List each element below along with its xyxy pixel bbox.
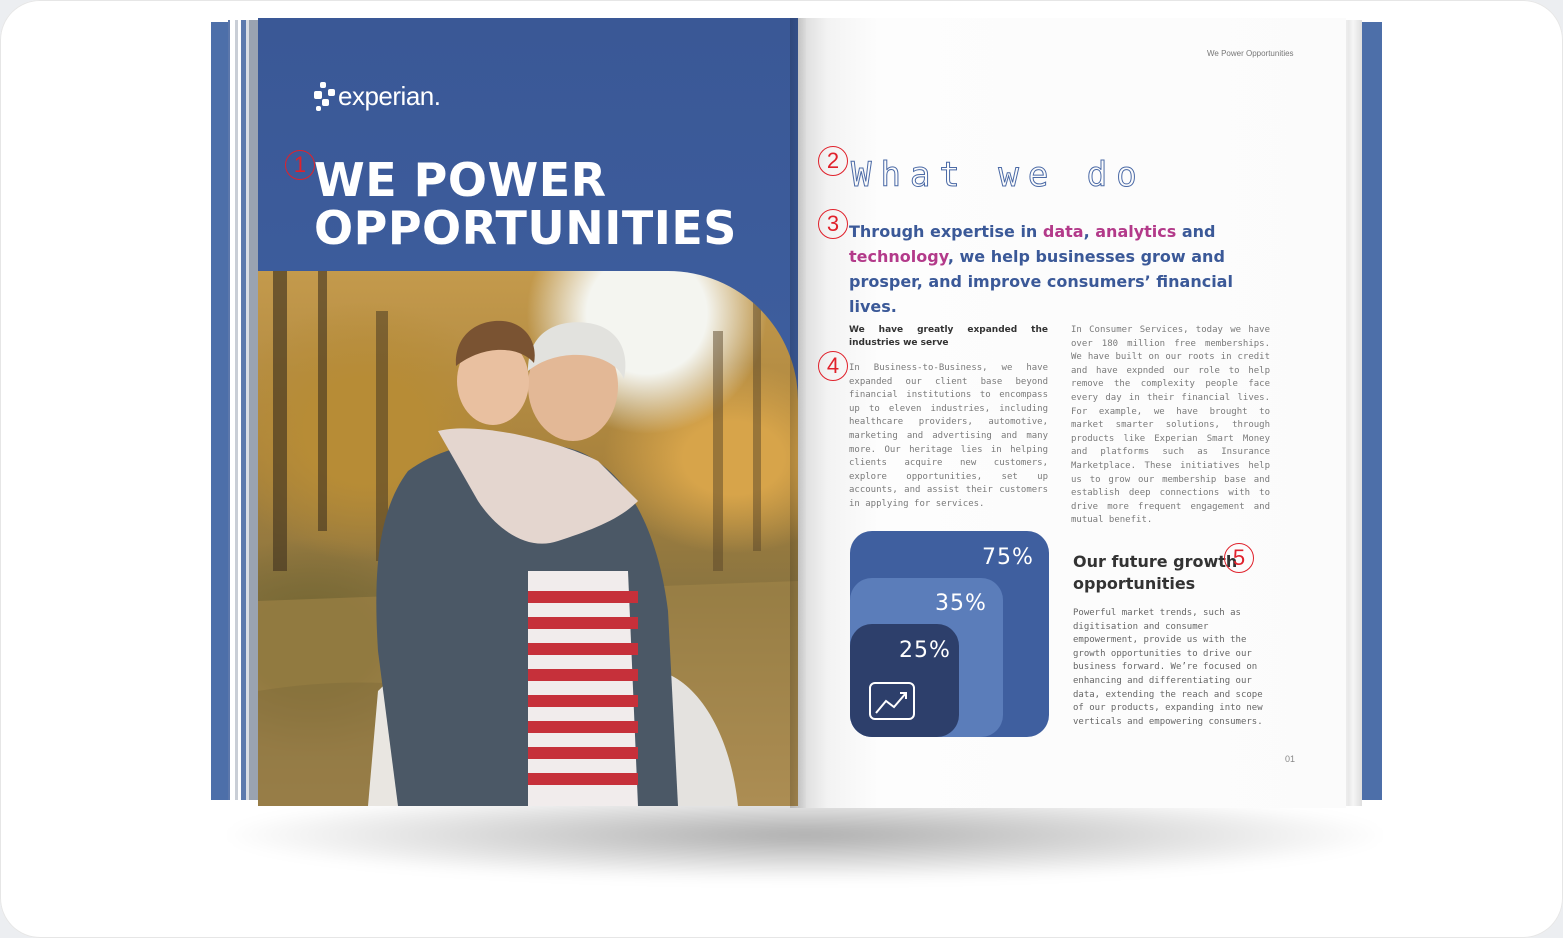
column-heading: We have greatly expanded the industries we serve (849, 325, 1048, 348)
intro-text: Through expertise in (849, 222, 1043, 241)
annotation-marker: 4 (818, 351, 848, 381)
growth-title-line2: opportunities (1073, 574, 1196, 593)
logo-dots-icon (314, 80, 336, 112)
hero-title (314, 153, 737, 255)
page-number: 01 (1285, 754, 1296, 764)
intro-text: , we help businesses grow and prosper, and improve consumers’ financial lives. (849, 247, 1233, 316)
stats-graphic (850, 531, 1049, 737)
book-gutter (790, 18, 806, 808)
growth-body: Powerful market trends, such as digitisation and consumer empowerment, provide us with the growth opportunities to drive our business forward. We’re focused on enhancing and differentiating our data, extending the reach and scope of our products, expanding into new verticals and empowering consumers. (1073, 608, 1263, 727)
annotation-marker: 5 (1224, 543, 1254, 573)
experian-logo (314, 80, 440, 112)
running-head: We Power Opportunities (1207, 49, 1294, 58)
logo-text: experian. (338, 80, 441, 111)
stat-value: 25% (899, 638, 951, 663)
hero-title-line1: WE POWER (314, 153, 607, 207)
intro-text: , (1083, 222, 1096, 241)
left-page (258, 18, 798, 806)
annotation-marker: 3 (818, 209, 848, 239)
hero-photo-illustration (258, 271, 798, 806)
hero-title-line2: OPPORTUNITIES (314, 201, 737, 255)
stat-value: 75% (982, 545, 1034, 570)
growth-title (1073, 551, 1237, 595)
annotation-marker: 1 (285, 150, 315, 180)
growth-title-line1: Our future growth (1073, 552, 1238, 571)
hero-photo (258, 271, 798, 806)
section-title: What we do (851, 155, 1146, 195)
column-body: In Business-to-Business, we have expanded our client base beyond financial institutions to encompass up to eleven industries, including healthcare providers, automotive, marketing and advertising and many more. Our heritage lies in helping clients acquire new customers, explore opportunities, set up accounts, and assist their customers in applying for services. (849, 363, 1048, 509)
column-consumer (1071, 324, 1270, 528)
intro-highlight-data: data (1042, 222, 1084, 241)
left-page-stack (228, 20, 260, 800)
striped-shirt (528, 571, 638, 806)
column-b2b (849, 324, 1048, 512)
stat-value: 35% (935, 591, 987, 616)
trend-chart-icon (868, 681, 916, 721)
annotation-marker: 2 (818, 146, 848, 176)
intro-statement (849, 219, 1279, 319)
column-body: In Consumer Services, today we have over 180 million free memberships. We have built on our roots in credit and have expnded our role to help remove the complexity people face every day in their financial lives. For example, we have brought to market smarter solutions, through products like Experian Smart Money and platforms such as Insurance Marketplace. These initiatives help us to grow our membership base and establish deep connections with to drive more frequent engagement and mutual benefit. (1071, 325, 1270, 526)
intro-highlight-analytics: analytics (1095, 222, 1177, 241)
intro-text: and (1176, 222, 1216, 241)
intro-highlight-technology: technology (849, 247, 948, 266)
